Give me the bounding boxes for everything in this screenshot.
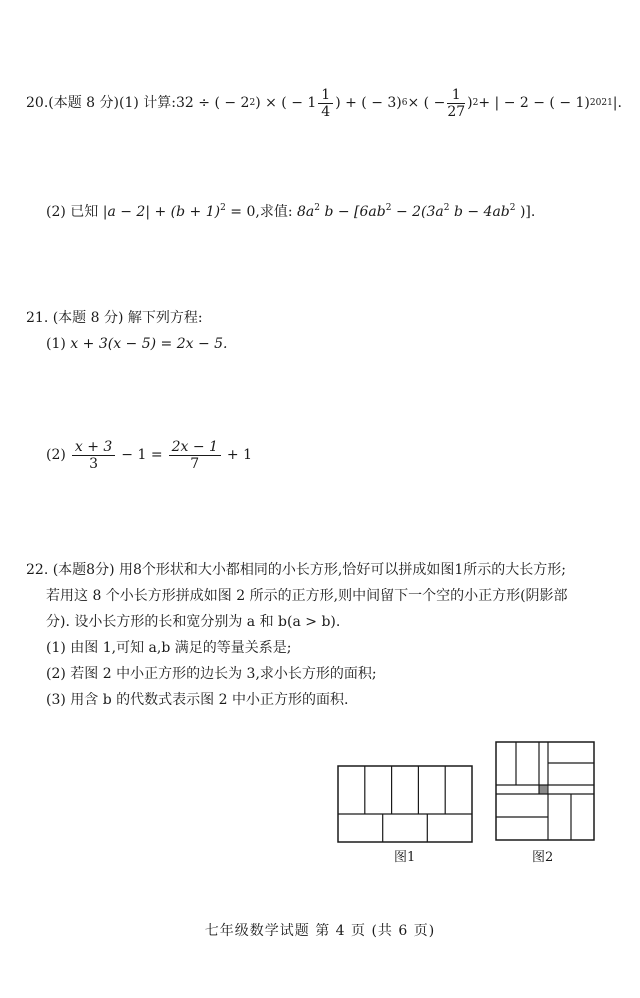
q21-score: (本题 8 分) bbox=[52, 310, 124, 326]
fig2-caption: 图2 bbox=[532, 850, 554, 865]
q20-fraction-one-fourth bbox=[318, 87, 333, 120]
q20-p2-c-exp: 2 bbox=[314, 203, 321, 213]
q20-part1-label: (1) 计算: bbox=[119, 95, 176, 111]
q22-score: (本题8分) bbox=[52, 562, 115, 578]
q20-line2 bbox=[46, 202, 535, 222]
q20-fraction-one-27th bbox=[447, 87, 465, 120]
q21-part2-label: (2) bbox=[46, 447, 66, 463]
q22-line3 bbox=[46, 612, 340, 632]
q21-frac1-num: x + 3 bbox=[72, 439, 115, 456]
q20-p2-b: = 0,求值: bbox=[230, 204, 293, 220]
q20-frac2-num: 1 bbox=[447, 87, 465, 104]
q21-title: 解下列方程: bbox=[127, 310, 203, 326]
q20-p1-g: |. bbox=[612, 95, 622, 111]
q22-sub2 bbox=[46, 664, 377, 684]
q21-part1 bbox=[46, 334, 228, 354]
q20-line1: 20. (本题 8 分) (1) 计算: 32 ÷ ( − 2 2 ) × ( − 1 $\frac{1}{4}$ ) + ( − 3) 6 × ( − $\frac{1}{27}$ ) 2 + | − 2 − ( − 1) 2021 |. bbox=[26, 86, 622, 120]
q20-p2-a-exp: 2 bbox=[220, 203, 226, 213]
fig1-outer-rect bbox=[338, 766, 472, 842]
fig2-shaded-small-square bbox=[539, 785, 548, 794]
fig1-caption: 图1 bbox=[394, 850, 416, 865]
q21-fraction-right bbox=[169, 439, 221, 472]
q20-p2-f-exp: 2 bbox=[509, 203, 516, 213]
q20-p2-d-exp: 2 bbox=[385, 203, 392, 213]
q21-part2-end: + 1 bbox=[226, 447, 252, 463]
q21-number: 21. bbox=[26, 310, 49, 326]
q21-part1-equation: x + 3(x − 5) = 2x − 5. bbox=[70, 336, 228, 352]
q20-p2-f: b − 4ab bbox=[453, 204, 510, 220]
q22-line2 bbox=[46, 586, 568, 606]
q20-p2-a: |a − 2| + (b + 1) bbox=[102, 204, 221, 220]
q20-score: (本题 8 分) bbox=[48, 95, 119, 111]
q22-sub2-text: (2) 若图 2 中小正方形的边长为 3,求小长方形的面积; bbox=[46, 666, 377, 682]
q20-p2-d: b − [6ab bbox=[324, 204, 386, 220]
q20-frac1-den: 4 bbox=[321, 103, 331, 120]
q21-part2-mid: − 1 = bbox=[121, 447, 163, 463]
q20-p1-e: ) bbox=[467, 95, 473, 111]
q20-p1-c: ) + ( − 3) bbox=[335, 95, 402, 111]
q21-header bbox=[26, 308, 203, 328]
q20-number: 20. bbox=[26, 95, 49, 111]
page-footer: 七年级数学试题 第 4 页 (共 6 页) bbox=[204, 923, 436, 939]
q20-p1-b: ) × ( − 1 bbox=[255, 95, 317, 111]
q21-part2 bbox=[46, 436, 252, 474]
q20-frac2-den: 27 bbox=[447, 103, 466, 120]
q21-frac2-num: 2x − 1 bbox=[169, 439, 221, 456]
q22-sub1-text: (1) 由图 1,可知 a,b 满足的等量关系是; bbox=[46, 640, 292, 656]
q22-text-line2: 若用这 8 个小长方形拼成如图 2 所示的正方形,则中间留下一个空的小正方形(阴影部 bbox=[46, 588, 568, 604]
q22-text-line3: 分). 设小长方形的长和宽分别为 a 和 b(a > b). bbox=[46, 614, 341, 630]
figure-1 bbox=[336, 764, 476, 844]
q20-p2-e: − 2(3a bbox=[395, 204, 444, 220]
q20-p2-g: )]. bbox=[519, 204, 536, 220]
q22-sub1 bbox=[46, 638, 291, 658]
q21-fraction-left bbox=[72, 439, 115, 472]
q20-p1-d: × ( − bbox=[407, 95, 446, 111]
q20-p1-a: 32 ÷ ( − 2 bbox=[176, 95, 250, 111]
q20-part2-label: (2) 已知 bbox=[46, 204, 99, 220]
figure-2 bbox=[494, 740, 596, 842]
q22-line1 bbox=[26, 560, 566, 580]
q22-sub3-text: (3) 用含 b 的代数式表示图 2 中小正方形的面积. bbox=[46, 692, 349, 708]
q22-number: 22. bbox=[26, 562, 49, 578]
q20-frac1-num: 1 bbox=[318, 87, 333, 104]
q21-frac1-den: 3 bbox=[89, 455, 99, 472]
q20-p1-f: + | − 2 − ( − 1) bbox=[478, 95, 590, 111]
q22-text-line1: 用8个形状和大小都相同的小长方形,恰好可以拼成如图1所示的大长方形; bbox=[119, 562, 566, 578]
q20-p2-c: 8a bbox=[297, 204, 315, 220]
q21-part1-label: (1) bbox=[46, 336, 66, 352]
q22-sub3 bbox=[46, 690, 348, 710]
q21-frac2-den: 7 bbox=[190, 455, 200, 472]
q20-p2-e-exp: 2 bbox=[443, 203, 450, 213]
